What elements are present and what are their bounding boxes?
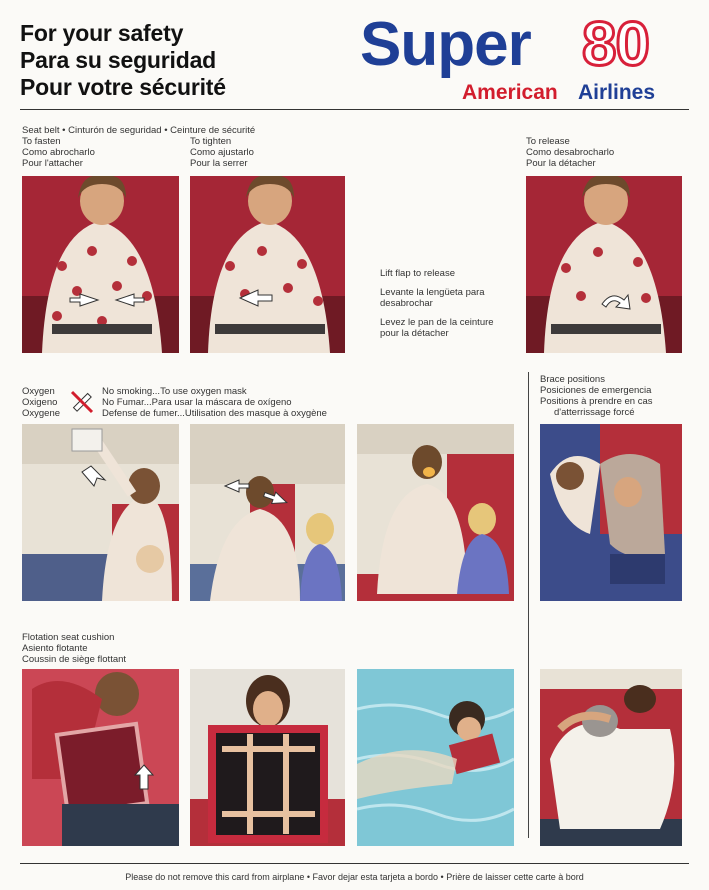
vertical-divider (528, 372, 529, 838)
photo-brace-side (540, 669, 682, 846)
no-smoking-icon (67, 387, 97, 417)
photo-cushion-hold (190, 669, 345, 846)
oxygen-label: Oxygen Oxigeno Oxygene (22, 386, 61, 419)
caption-tighten: To tighten Como ajustarlo Pour la serrer (190, 136, 254, 169)
photo-brace-forward (540, 424, 682, 601)
photo-fasten (22, 176, 179, 353)
no-smoking-caption: No smoking...To use oxygen mask No Fumar...Para usar la máscara de oxígeno Defense de fumer...Utilisation des masque à oxygène (102, 386, 327, 419)
title-spanish: Para su seguridad (20, 47, 217, 73)
seatbelt-heading: Seat belt • Cinturón de seguridad • Ceinture de sécurité (22, 125, 256, 136)
title-english: For your safety (20, 20, 184, 46)
photo-cushion-remove (22, 669, 179, 846)
header-rule (20, 109, 689, 110)
caption-lift-flap: Lift flap to release Levante la lengüeta para desabrochar Levez le pan de la ceinture pour la détacher (380, 268, 494, 339)
flotation-caption: Flotation seat cushion Asiento flotante Coussin de siège flottant (22, 632, 127, 665)
photo-oxygen-mask-child (357, 424, 514, 601)
photo-tighten (190, 176, 345, 353)
logo-american-text: American (462, 81, 558, 104)
photo-release (526, 176, 682, 353)
photo-oxygen-mask-pull (190, 424, 345, 601)
footer-text: Please do not remove this card from airplane • Favor dejar esta tarjeta a bordo • Prière de laisser cette carte à bord (125, 872, 584, 882)
photo-oxygen-mask-drop (22, 424, 179, 601)
title-french: Pour votre sécurité (20, 74, 226, 100)
footer-rule (20, 863, 689, 864)
caption-fasten: To fasten Como abrocharlo Pour l'attacher (22, 136, 95, 169)
caption-release: To release Como desabrocharlo Pour la détacher (526, 136, 615, 169)
logo-super-text: Super (360, 10, 531, 79)
logo-airlines-text: Airlines (578, 81, 656, 104)
brace-caption: Brace positions Posiciones de emergencia Positions à prendre en cas d'atterrissage forcé (540, 374, 653, 418)
logo-80-text: 80 (582, 10, 649, 79)
photo-cushion-swim (357, 669, 514, 846)
